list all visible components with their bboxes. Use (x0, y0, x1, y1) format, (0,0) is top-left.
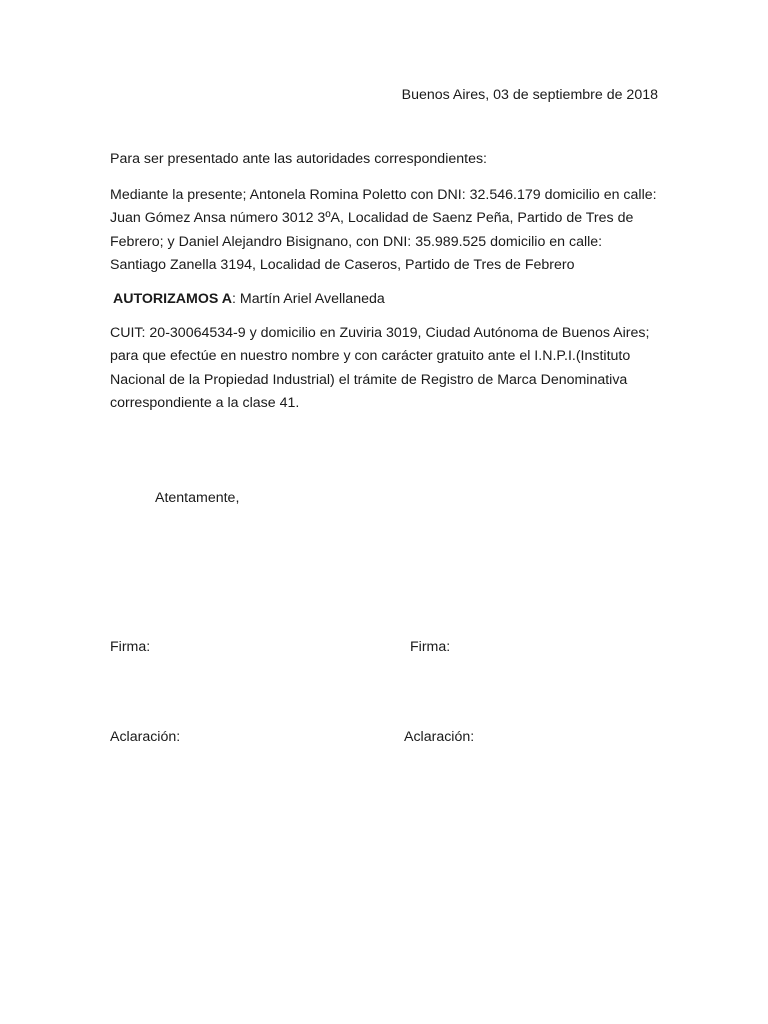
date-line: Buenos Aires, 03 de septiembre de 2018 (401, 87, 658, 103)
authorize-label: AUTORIZAMOS A (113, 291, 233, 307)
closing-line: Atentamente, (155, 490, 240, 506)
parties-paragraph: Mediante la presente; Antonela Romina Poletto con DNI: 32.546.179 domicilio en calle: Juan Gómez Ansa número 3012 3ºA, Localidad de Saenz Peña, Partido de Tres de Febrero; y Daniel Alejandro Bisignano, con DNI: 35.989.525 domicilio en calle: Santiago Zanella 3194, Localidad de Caseros, Partido de Tres de Febrero (110, 187, 657, 274)
signature-label-left: Firma: (110, 639, 151, 655)
clarification-label-left: Aclaración: (110, 729, 181, 745)
authorization-line (113, 289, 663, 309)
intro-line: Para ser presentado ante las autoridades correspondientes: (110, 151, 487, 167)
authorized-person: : Martín Ariel Avellaneda (232, 291, 385, 307)
purpose-paragraph: CUIT: 20-30064534-9 y domicilio en Zuviria 3019, Ciudad Autónoma de Buenos Aires; para que efectúe en nuestro nombre y con carácter gratuito ante el I.N.P.I.(Instituto Nacional de la Propiedad Industrial) el trámite de Registro de Marca Denominativa correspondiente a la clase 41. (110, 325, 650, 412)
clarification-label-right: Aclaración: (404, 729, 475, 745)
signature-label-right: Firma: (410, 639, 451, 655)
